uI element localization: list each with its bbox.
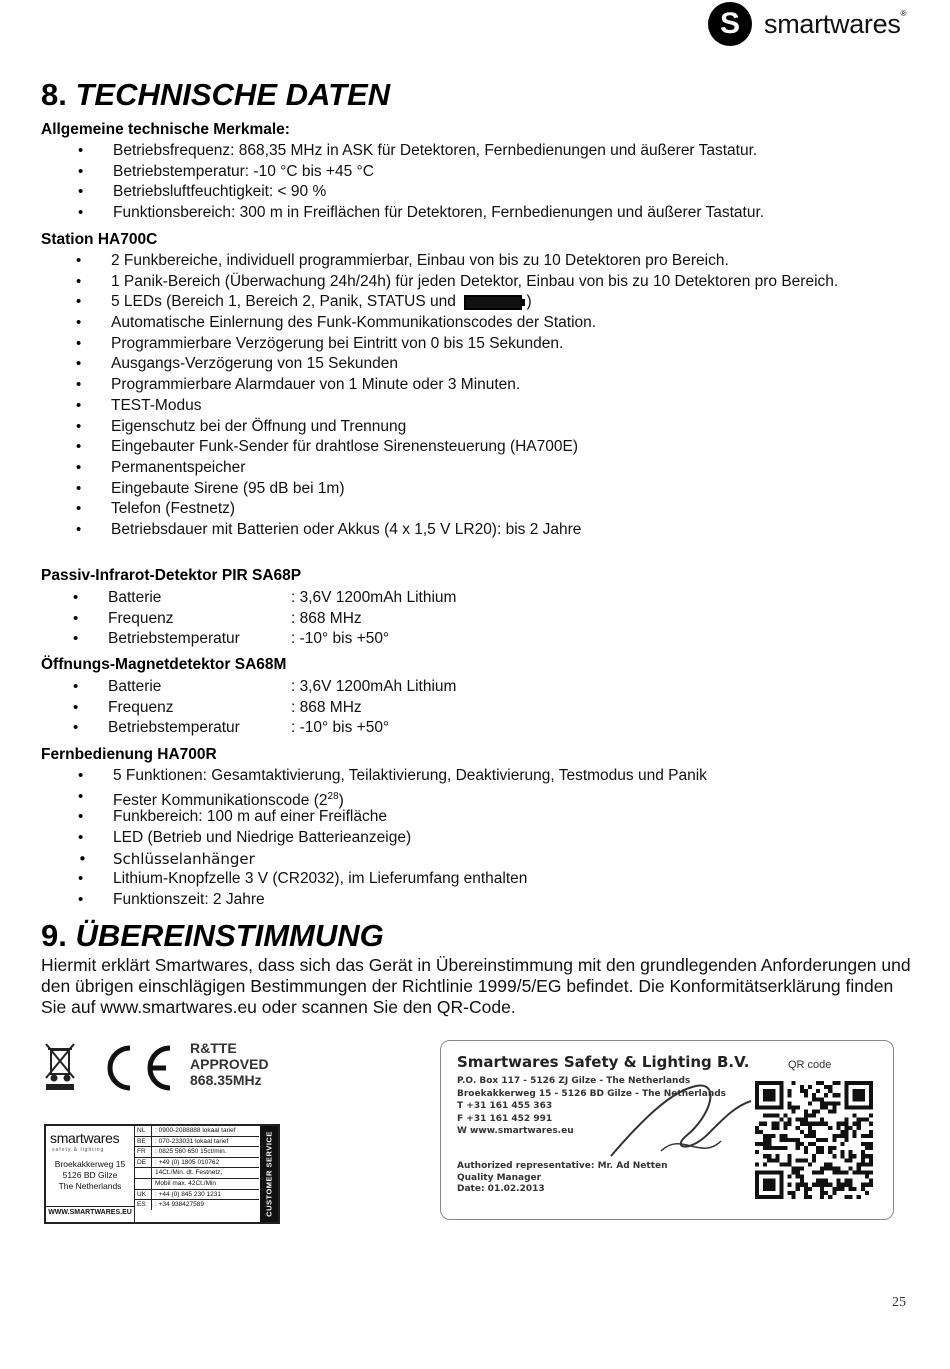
- list-item: • Eingebauter Funk-Sender für drahtlose Sirenensteuerung (HA700E): [111, 437, 838, 458]
- list-item: • 2 Funkbereiche, individuell programmierbar, Einbau von bis zu 10 Detektoren pro Bereich.: [111, 251, 838, 272]
- qr-code-label: QR code: [788, 1059, 832, 1071]
- list-item: • Frequenz : 868 MHz: [108, 609, 456, 630]
- list-item: • Betriebstemperatur : -10° bis +50°: [108, 718, 456, 739]
- brand-name: smartwares®: [764, 8, 907, 39]
- pir-specs-list: [108, 588, 456, 650]
- rtte-approved-label: R&TTE APPROVED 868.35MHz: [190, 1040, 269, 1088]
- weee-bar: [46, 1084, 74, 1090]
- list-item: • Lithium-Knopfzelle 3 V (CR2032), im Lieferumfang enthalten: [113, 869, 707, 890]
- list-item: • Fester Kommunikationscode $(2^{28})$: [113, 787, 707, 808]
- card-authorized: Authorized representative: Mr. Ad Netten Quality Manager Date: 01.02.2013: [457, 1161, 668, 1194]
- ce-mark-icon: [110, 1048, 170, 1088]
- list-item: • Funktionsbereich: 300 m in Freiflächen für Detektoren, Fernbedienungen und äußerer Tastatur.: [113, 203, 764, 224]
- remote-specs-list: [113, 766, 707, 911]
- table-row: 14Ct./Min. dt. Festnetz,: [135, 1168, 259, 1179]
- list-item: • Batterie : 3,6V 1200mAh Lithium: [108, 677, 456, 698]
- section-8-heading: 8. TECHNISCHE DATEN: [41, 77, 391, 112]
- weee-ce-logos: [42, 1040, 182, 1096]
- weee-bin-icon: [46, 1044, 74, 1081]
- list-item: • LED (Betrieb und Niedrige Batterieanzeige): [113, 828, 707, 849]
- list-item: • Automatische Einlernung des Funk-Kommunikationscodes der Station.: [111, 313, 838, 334]
- list-item: • 5 Funktionen: Gesamtaktivierung, Teilaktivierung, Deaktivierung, Testmodus und Panik: [113, 766, 707, 787]
- declaration-card: [440, 1040, 894, 1220]
- table-row: Mobil max. 42Ct./Min: [135, 1179, 259, 1190]
- list-item: • 1 Panik-Bereich (Überwachung 24h/24h) für jeden Detektor, Einbau von bis zu 10 Detektoren pro Bereich.: [111, 272, 838, 293]
- smartwares-logo: [708, 2, 906, 46]
- battery-icon: [464, 295, 522, 310]
- station-specs-list: [111, 251, 838, 541]
- general-specs-list: [113, 141, 764, 224]
- list-item: • Telefon (Festnetz): [111, 499, 838, 520]
- table-row: NL : 0900-2088888 lokaal tarief: [135, 1126, 259, 1137]
- list-item: • Batterie : 3,6V 1200mAh Lithium: [108, 588, 456, 609]
- list-item: • Betriebstemperatur : -10° bis +50°: [108, 629, 456, 650]
- card-company: Smartwares Safety & Lighting B.V.: [457, 1053, 750, 1071]
- list-item: • Programmierbare Verzögerung bei Eintritt von 0 bis 15 Sekunden.: [111, 334, 838, 355]
- list-item: • 5 LEDs (Bereich 1, Bereich 2, Panik, STATUS und ): [111, 292, 838, 313]
- list-item: • Frequenz : 868 MHz: [108, 698, 456, 719]
- magnet-specs-list: [108, 677, 456, 739]
- list-item: • Betriebsfrequenz: 868,35 MHz in ASK für Detektoren, Fernbedienungen und äußerer Tastatur.: [113, 141, 764, 162]
- list-item: • Ausgangs-Verzögerung von 15 Sekunden: [111, 354, 838, 375]
- page-number: 25: [892, 1295, 906, 1310]
- list-item: • Betriebsdauer mit Batterien oder Akkus (4 x 1,5 V LR20): bis 2 Jahre: [111, 520, 838, 541]
- table-row: BE : 070-233031 lokaal tarief: [135, 1137, 259, 1148]
- cs-address: Broekakkerweg 15 5126 BD Gilze The Netherlands: [54, 1159, 126, 1191]
- smartwares-logo-icon: S: [708, 2, 752, 46]
- list-item: • Programmierbare Alarmdauer von 1 Minute oder 3 Minuten.: [111, 375, 838, 396]
- list-item: • Eingebaute Sirene (95 dB bei 1m): [111, 479, 838, 500]
- list-item: • Schlüsselanhänger: [113, 849, 707, 870]
- card-contact: P.O. Box 117 - 5126 ZJ Gilze - The Netherlands Broekakkerweg 15 - 5126 BD Gilze - The Netherlands T +31 161 455 363 F +31 161 452 991 W www.smartwares.eu: [457, 1076, 727, 1136]
- customer-service-box: [44, 1124, 280, 1224]
- list-item: • Permanentspeicher: [111, 458, 838, 479]
- magnet-heading: Öffnungs-Magnetdetektor SA68M: [41, 656, 287, 673]
- general-specs-heading: Allgemeine technische Merkmale:: [41, 121, 290, 138]
- cs-url: WWW.SMARTWARES.EU: [46, 1206, 134, 1216]
- station-heading: Station HA700C: [41, 231, 158, 248]
- list-item: • Funkbereich: 100 m auf einer Freifläche: [113, 807, 707, 828]
- list-item: • Betriebstemperatur: -10 °C bis +45 °C: [113, 162, 764, 183]
- table-row: ES : +34 938427589: [137, 1201, 204, 1209]
- list-item: • TEST-Modus: [111, 396, 838, 417]
- qr-code-icon[interactable]: [755, 1081, 873, 1199]
- cs-brand-panel: [46, 1126, 135, 1222]
- pir-heading: Passiv-Infrarot-Detektor PIR SA68P: [41, 567, 302, 584]
- list-item: • Betriebsluftfeuchtigkeit: < 90 %: [113, 182, 764, 203]
- cs-brand: smartwares: [50, 1130, 120, 1146]
- cs-tagline: safety & lighting: [52, 1147, 105, 1153]
- cs-side-label: CUSTOMER SERVICE: [260, 1126, 278, 1222]
- list-item: • Funktionszeit: 2 Jahre: [113, 890, 707, 911]
- remote-heading: Fernbedienung HA700R: [41, 746, 217, 763]
- section-9-heading: 9. ÜBEREINSTIMMUNG: [41, 918, 384, 953]
- conformity-text: Hiermit erklärt Smartwares, dass sich das Gerät in Übereinstimmung mit den grundlegenden Anforderungen und den übrigen einschlägigen Bestimmungen der Richtlinie 1999/5/EG befindet. Die Konformitätserklärung finden Sie auf www.smartwares.eu oder scannen Sie den QR-Code.: [41, 955, 911, 1017]
- table-row: DE : +49 (0) 1805 010762: [135, 1158, 259, 1169]
- cs-phone-table: [135, 1126, 259, 1210]
- list-item: • Eigenschutz bei der Öffnung und Trennung: [111, 417, 838, 438]
- table-row: FR : 0825 560 650 15ct/min.: [135, 1147, 259, 1158]
- table-row: UK : +44 (0) 845 230 1231: [135, 1190, 259, 1201]
